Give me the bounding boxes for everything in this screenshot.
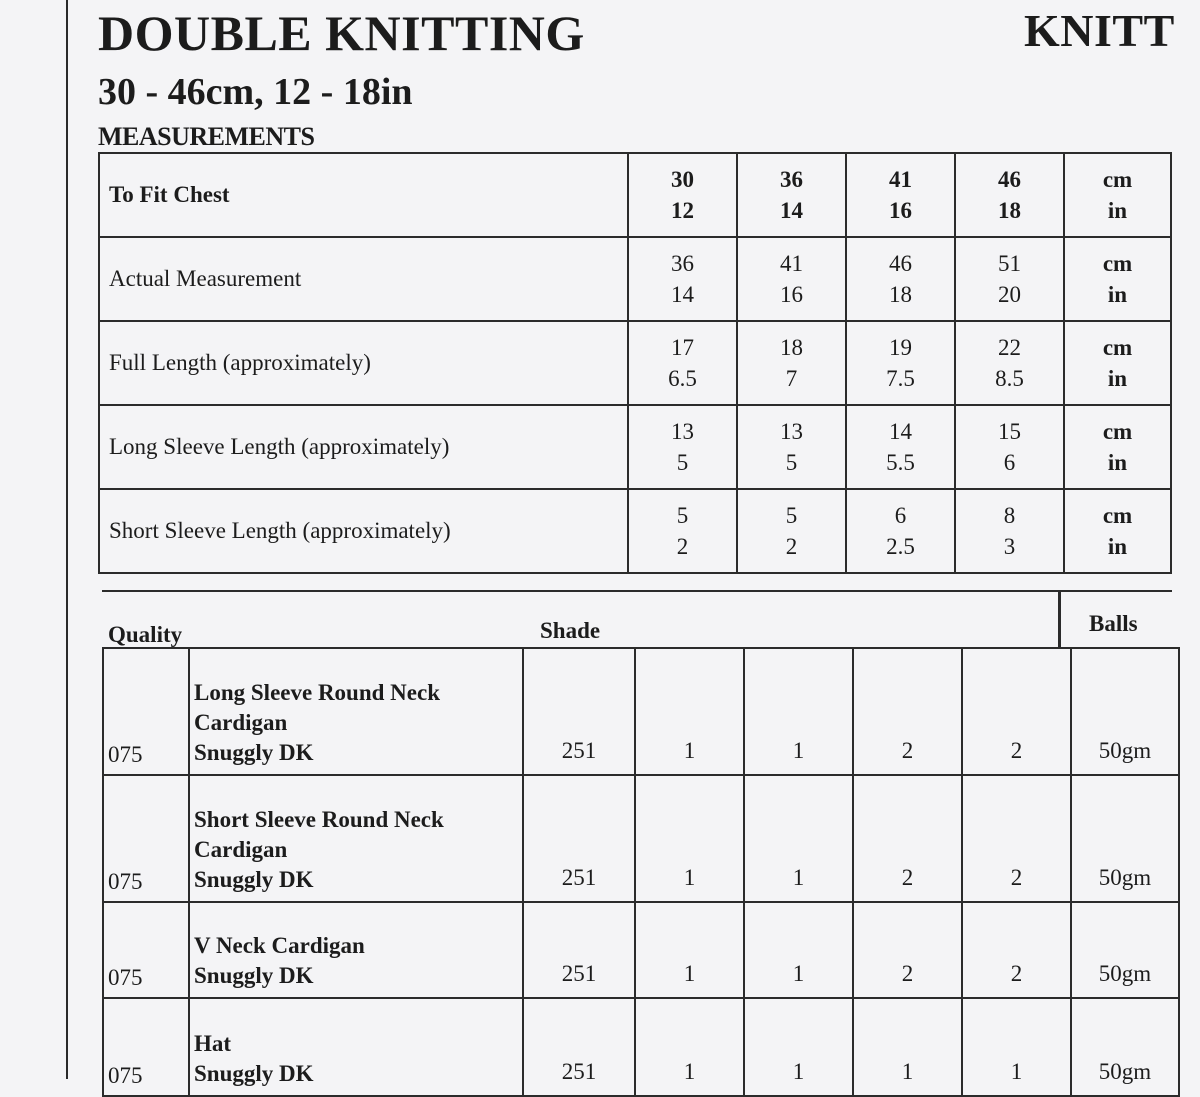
measurement-row	[99, 489, 1171, 573]
measurement-value	[955, 405, 1064, 489]
value-in: 5	[785, 450, 798, 475]
shade-number: 251	[523, 775, 635, 902]
unit-in: in	[1107, 282, 1128, 307]
unit-in: in	[1107, 534, 1128, 559]
value-in: 16	[889, 198, 912, 223]
value-in: 2	[676, 534, 689, 559]
value-cm: 13	[671, 419, 694, 444]
yarn-name: Snuggly DK	[194, 1061, 314, 1086]
unit-cell	[1064, 321, 1171, 405]
quality-code: 075	[103, 998, 189, 1096]
value-cm: 14	[889, 419, 912, 444]
measurement-row	[99, 153, 1171, 237]
value-cm: 51	[998, 251, 1021, 276]
facing-page-title: KNITT	[1024, 5, 1175, 56]
unit-cell	[1064, 405, 1171, 489]
shade-number: 251	[523, 902, 635, 998]
value-cm: 46	[998, 167, 1021, 192]
ball-count: 1	[744, 902, 853, 998]
value-cm: 15	[998, 419, 1021, 444]
measurement-value	[628, 321, 737, 405]
unit-cell	[1064, 153, 1171, 237]
measurement-label: Short Sleeve Length (approximately)	[99, 489, 628, 573]
yarn-row	[103, 902, 1179, 998]
measurement-value	[955, 489, 1064, 573]
measurement-value	[737, 153, 846, 237]
measurement-value	[846, 321, 955, 405]
shade-number: 251	[523, 648, 635, 775]
measurement-value	[955, 321, 1064, 405]
value-cm: 41	[889, 167, 912, 192]
quality-code: 075	[103, 648, 189, 775]
value-in: 6.5	[668, 366, 697, 391]
measurement-label: Long Sleeve Length (approximately)	[99, 405, 628, 489]
ball-count: 2	[962, 902, 1071, 998]
value-in: 5.5	[886, 450, 915, 475]
measurement-row	[99, 405, 1171, 489]
yarn-name: Snuggly DK	[194, 740, 314, 765]
ball-count: 1	[744, 648, 853, 775]
ball-count: 1	[744, 775, 853, 902]
garment-cell	[189, 902, 523, 998]
yarn-name: Snuggly DK	[194, 963, 314, 988]
value-in: 14	[671, 282, 694, 307]
measurement-label: To Fit Chest	[99, 153, 628, 237]
value-cm: 17	[671, 335, 694, 360]
measurement-value	[846, 489, 955, 573]
unit-cm: cm	[1102, 419, 1133, 444]
value-in: 20	[998, 282, 1021, 307]
shade-number: 251	[523, 998, 635, 1096]
value-cm: 5	[676, 503, 689, 528]
ball-count: 2	[962, 648, 1071, 775]
measurement-value	[846, 153, 955, 237]
balls-divider	[1058, 592, 1061, 649]
ball-count: 2	[853, 648, 962, 775]
yarn-table	[102, 647, 1180, 1097]
measurements-table	[98, 152, 1172, 574]
yarn-name: Snuggly DK	[194, 867, 314, 892]
yarn-row	[103, 648, 1179, 775]
measurement-value	[737, 405, 846, 489]
measurement-value	[628, 153, 737, 237]
value-cm: 46	[889, 251, 912, 276]
measurement-row	[99, 321, 1171, 405]
value-cm: 18	[780, 335, 803, 360]
garment-name: Short Sleeve Round Neck	[194, 807, 444, 832]
page-edge-line	[66, 0, 68, 1079]
ball-weight: 50gm	[1071, 902, 1179, 998]
value-cm: 5	[785, 503, 798, 528]
unit-cm: cm	[1102, 335, 1133, 360]
value-in: 16	[780, 282, 803, 307]
ball-count: 1	[635, 998, 744, 1096]
shade-heading: Shade	[540, 618, 601, 643]
ball-weight: 50gm	[1071, 648, 1179, 775]
value-in: 8.5	[995, 366, 1024, 391]
quality-code: 075	[103, 902, 189, 998]
ball-count: 1	[744, 998, 853, 1096]
unit-in: in	[1107, 450, 1128, 475]
measurement-value	[628, 237, 737, 321]
value-cm: 36	[780, 167, 803, 192]
garment-cell	[189, 998, 523, 1096]
value-in: 3	[1003, 534, 1016, 559]
unit-cm: cm	[1102, 167, 1133, 192]
measurement-label: Actual Measurement	[99, 237, 628, 321]
measurement-value	[737, 321, 846, 405]
ball-count: 2	[853, 775, 962, 902]
unit-cm: cm	[1102, 503, 1133, 528]
unit-in: in	[1107, 198, 1128, 223]
value-in: 18	[998, 198, 1021, 223]
garment-cell	[189, 775, 523, 902]
garment-name: Cardigan	[194, 710, 288, 735]
balls-heading: Balls	[1089, 611, 1138, 636]
measurement-value	[737, 489, 846, 573]
value-in: 7.5	[886, 366, 915, 391]
ball-count: 2	[962, 775, 1071, 902]
ball-weight: 50gm	[1071, 998, 1179, 1096]
value-in: 12	[671, 198, 694, 223]
value-cm: 30	[671, 167, 694, 192]
quality-code: 075	[103, 775, 189, 902]
value-in: 6	[1003, 450, 1016, 475]
value-cm: 13	[780, 419, 803, 444]
ball-count: 1	[853, 998, 962, 1096]
unit-cell	[1064, 489, 1171, 573]
value-cm: 22	[998, 335, 1021, 360]
value-cm: 6	[894, 503, 907, 528]
measurement-value	[846, 405, 955, 489]
value-in: 2	[785, 534, 798, 559]
ball-count: 2	[853, 902, 962, 998]
garment-name: Cardigan	[194, 837, 288, 862]
measurement-value	[846, 237, 955, 321]
value-in: 14	[780, 198, 803, 223]
ball-count: 1	[635, 902, 744, 998]
ball-count: 1	[962, 998, 1071, 1096]
value-cm: 19	[889, 335, 912, 360]
value-cm: 41	[780, 251, 803, 276]
value-in: 5	[676, 450, 689, 475]
unit-cell	[1064, 237, 1171, 321]
measurement-row	[99, 237, 1171, 321]
measurement-label: Full Length (approximately)	[99, 321, 628, 405]
measurement-value	[737, 237, 846, 321]
unit-cm: cm	[1102, 251, 1133, 276]
ball-count: 1	[635, 648, 744, 775]
yarn-row	[103, 775, 1179, 902]
value-in: 2.5	[886, 534, 915, 559]
ball-count: 1	[635, 775, 744, 902]
measurement-value	[628, 489, 737, 573]
unit-in: in	[1107, 366, 1128, 391]
quality-heading: Quality	[108, 622, 183, 647]
size-range: 30 - 46cm, 12 - 18in	[98, 71, 413, 113]
measurement-value	[955, 237, 1064, 321]
value-in: 18	[889, 282, 912, 307]
value-in: 7	[785, 366, 798, 391]
yarn-table-header	[102, 590, 1172, 649]
garment-name: Long Sleeve Round Neck	[194, 680, 440, 705]
measurement-value	[628, 405, 737, 489]
value-cm: 8	[1003, 503, 1016, 528]
garment-cell	[189, 648, 523, 775]
value-cm: 36	[671, 251, 694, 276]
page-title: DOUBLE KNITTING	[98, 5, 585, 61]
ball-weight: 50gm	[1071, 775, 1179, 902]
yarn-row	[103, 998, 1179, 1096]
section-heading: MEASUREMENTS	[98, 122, 315, 151]
measurement-value	[955, 153, 1064, 237]
garment-name: Hat	[194, 1031, 232, 1056]
garment-name: V Neck Cardigan	[194, 933, 365, 958]
